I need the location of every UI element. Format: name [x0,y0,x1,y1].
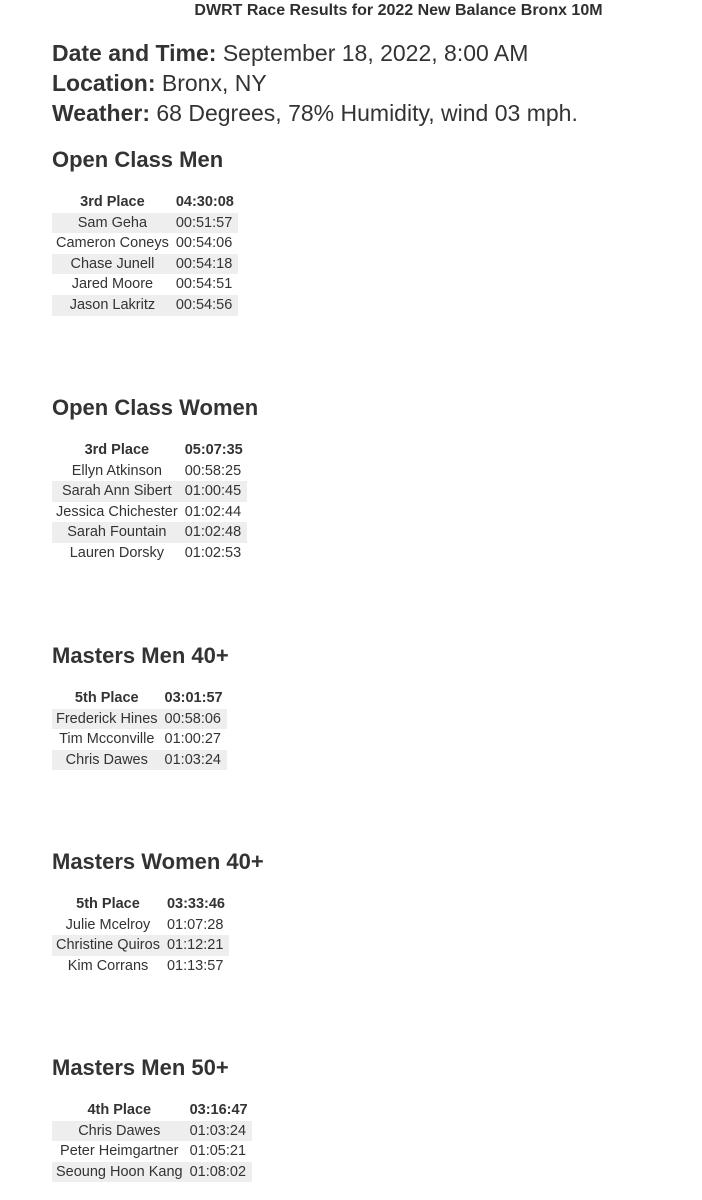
runner-name: Seoung Hoon Kang [52,1162,187,1183]
team-place: 5th Place [76,896,140,912]
runner-name: Frederick Hines [52,709,162,730]
date-line [52,38,578,68]
runner-name: Julie Mcelroy [65,916,151,933]
runner-time: 01:03:24 [162,750,227,771]
team-place: 5th Place [74,690,139,706]
weather-label: Weather: [52,100,150,126]
runner-name: Ellyn Atkinson [71,462,162,479]
team-summary-row [52,688,227,709]
results-table [52,440,247,564]
section-heading: Open Class Women [52,395,259,420]
table-row [52,1121,252,1142]
runner-time: 00:58:25 [184,462,242,479]
section-heading: Open Class Men [52,147,224,172]
table-row [52,295,238,316]
runner-time: 01:02:48 [182,522,247,543]
runner-time: 01:02:44 [184,503,242,520]
section-heading: Masters Women 40+ [52,849,264,874]
runner-name: Jessica Chichester [56,503,178,520]
runner-name: Jason Lakritz [52,295,173,316]
team-place: 3rd Place [84,442,150,458]
table-row [52,543,247,564]
date-label: Date and Time: [52,40,217,66]
runner-name: Chris Dawes [52,1121,187,1142]
table-row [52,522,247,543]
table-row [52,915,229,936]
runner-time: 01:13:57 [166,957,224,974]
runner-name: Peter Heimgartner [60,1143,179,1160]
runner-time: 01:05:21 [189,1143,247,1160]
table-row [52,935,229,956]
runner-time: 00:54:18 [173,254,238,275]
team-place: 4th Place [87,1102,152,1118]
section-heading: Masters Men 50+ [52,1055,229,1080]
race-info [52,38,578,128]
runner-time: 01:08:02 [187,1162,252,1183]
runner-name: Christine Quiros [52,935,164,956]
results-table [52,688,227,770]
runner-time: 01:07:28 [166,916,224,933]
page-title: DWRT Race Results for 2022 New Balance Bronx 10M [194,2,603,19]
table-row [52,481,247,502]
section-open-class-women [52,395,258,564]
runner-name: Chase Junell [52,254,173,275]
location-line [52,68,578,98]
team-summary-row [52,894,229,915]
table-row [52,213,238,234]
team-total-time: 03:01:57 [164,690,223,706]
location-value: Bronx, NY [161,70,267,96]
date-value: September 18, 2022, 8:00 AM [222,40,529,66]
results-table [52,894,229,976]
weather-value: 68 Degrees, 78% Humidity, wind 03 mph. [156,100,578,126]
runner-name: Chris Dawes [52,750,162,771]
table-row [52,750,227,771]
team-place: 3rd Place [80,194,145,210]
table-row [52,956,229,977]
runner-time: 01:00:45 [182,481,247,502]
table-row [52,254,238,275]
location-label: Location: [52,70,156,96]
table-row [52,274,238,295]
table-row [52,1141,252,1162]
table-row [52,1162,252,1183]
team-summary-row [52,192,238,213]
results-table [52,192,238,316]
runner-name: Kim Corrans [67,957,149,974]
weather-line [52,98,578,128]
runner-name: Jared Moore [71,276,154,293]
team-total-time: 03:16:47 [189,1102,248,1118]
section-masters-men-40 [52,643,229,770]
runner-time: 00:54:56 [173,295,238,316]
runner-time: 01:00:27 [164,731,221,748]
section-heading: Masters Men 40+ [52,643,229,668]
table-row [52,461,247,482]
runner-name: Sarah Fountain [52,522,182,543]
runner-time: 00:51:57 [173,213,238,234]
runner-time: 01:12:21 [164,935,229,956]
results-table [52,1100,252,1182]
runner-name: Sarah Ann Sibert [52,481,182,502]
runner-time: 00:54:51 [175,276,233,293]
runner-name: Sam Geha [52,213,173,234]
runner-name: Tim Mcconville [59,731,155,748]
runner-time: 00:58:06 [162,709,227,730]
team-total-time: 03:33:46 [166,896,225,912]
team-total-time: 04:30:08 [175,194,234,210]
team-summary-row [52,1100,252,1121]
section-masters-women-40 [52,849,264,976]
table-row [52,729,227,750]
team-summary-row [52,440,247,461]
table-row [52,709,227,730]
table-row [52,502,247,523]
section-masters-men-50 [52,1055,252,1182]
runner-time: 01:03:24 [187,1121,252,1142]
runner-time: 01:02:53 [184,544,242,561]
team-total-time: 05:07:35 [184,442,243,458]
table-row [52,233,238,254]
runner-name: Cameron Coneys [56,235,169,252]
section-open-class-men [52,147,238,316]
runner-name: Lauren Dorsky [69,544,164,561]
runner-time: 00:54:06 [175,235,233,252]
